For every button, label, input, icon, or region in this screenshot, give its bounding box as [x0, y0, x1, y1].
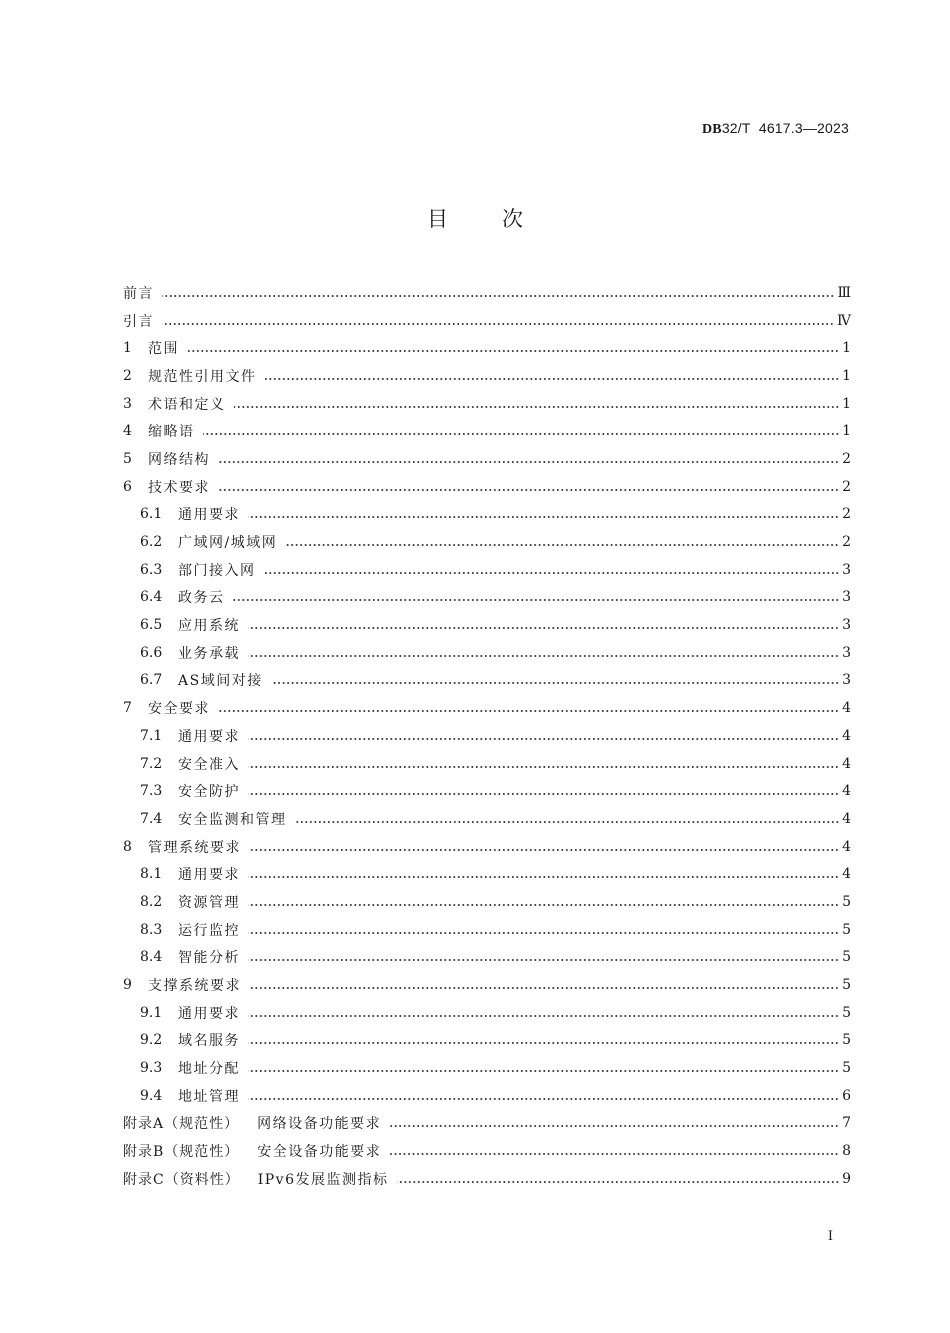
- dot-leader: [248, 931, 839, 935]
- dot-leader: [233, 598, 840, 602]
- dot-leader: [248, 875, 839, 879]
- toc-entry-label: 运行监控: [178, 922, 240, 939]
- toc-entry-label: 部门接入网: [178, 562, 256, 579]
- toc-entry-label: 业务承载: [178, 645, 240, 662]
- toc-entry[interactable]: [123, 777, 851, 805]
- toc-entry-page: 1: [842, 395, 851, 412]
- toc-entry-label: 地址管理: [178, 1088, 240, 1105]
- toc-entry-page: 9: [842, 1170, 851, 1187]
- toc-entry-number: 附录C（资料性）: [123, 1171, 240, 1188]
- toc-entry-label: 域名服务: [178, 1033, 240, 1050]
- toc-entry-label: 网络设备功能要求: [257, 1116, 382, 1133]
- toc-entry-page: 4: [842, 700, 851, 717]
- toc-entry-label: 安全设备功能要求: [257, 1144, 382, 1161]
- toc-entry-label: 安全准入: [178, 756, 240, 773]
- toc-entry-label: 应用系统: [178, 618, 240, 635]
- toc-entry[interactable]: [123, 390, 851, 418]
- dot-leader: [248, 765, 839, 769]
- toc-entry-number: 9.2: [140, 1032, 163, 1049]
- toc-entry-page: 6: [842, 1087, 851, 1104]
- toc-entry-page: 3: [842, 589, 851, 606]
- dot-leader: [218, 488, 839, 492]
- toc-entry-label: 网络结构: [148, 451, 210, 468]
- toc-entry-page: 2: [842, 534, 851, 551]
- toc-entry-page: 4: [842, 810, 851, 827]
- toc-entry-label: 前言: [123, 285, 154, 302]
- toc-entry-page: 4: [842, 866, 851, 883]
- toc-entry-label: 技术要求: [148, 479, 210, 496]
- toc-entry-label: 管理系统要求: [148, 839, 241, 856]
- toc-entry-number: 6.1: [140, 506, 163, 523]
- toc-entry-label: 通用要求: [178, 867, 240, 884]
- toc-entry[interactable]: [123, 805, 851, 833]
- dot-leader: [218, 460, 839, 464]
- toc-entry-label: 通用要求: [178, 507, 240, 524]
- toc-entry-label: 通用要求: [178, 728, 240, 745]
- toc-entry-number: 6.4: [140, 589, 163, 606]
- toc-entry-number: 8.1: [140, 866, 163, 883]
- toc-entry[interactable]: [123, 944, 851, 972]
- dot-leader: [389, 1152, 839, 1156]
- dot-leader: [249, 848, 839, 852]
- toc-entry-label: 规范性引用文件: [148, 368, 257, 385]
- toc-entry-page: 1: [842, 340, 851, 357]
- toc-entry-label: 缩略语: [148, 424, 195, 441]
- toc-entry-page: 5: [842, 1060, 851, 1077]
- toc-entry-number: 6.7: [140, 672, 163, 689]
- dot-leader: [265, 377, 840, 381]
- toc-entry-page: 8: [842, 1143, 851, 1160]
- toc-entry[interactable]: [123, 750, 851, 778]
- toc-entry-number: 5: [123, 450, 132, 467]
- toc-entry-label: 术语和定义: [148, 396, 226, 413]
- toc-entry-label: 范围: [148, 341, 179, 358]
- dot-leader: [264, 571, 840, 575]
- toc-entry[interactable]: [123, 999, 851, 1027]
- toc-entry[interactable]: [123, 639, 851, 667]
- toc-entry-number: 1: [123, 340, 132, 357]
- toc-entry-label: 安全防护: [178, 784, 240, 801]
- toc-entry-number: 附录B（规范性）: [123, 1144, 240, 1161]
- toc-entry-page: 2: [842, 450, 851, 467]
- toc-entry[interactable]: [123, 528, 851, 556]
- toc-entry-number: 7.4: [140, 810, 163, 827]
- toc-entry[interactable]: [123, 417, 851, 445]
- toc-entry-page: 5: [842, 1004, 851, 1021]
- toc-entry-page: 2: [842, 478, 851, 495]
- toc-entry-page: 5: [842, 977, 851, 994]
- toc-entry-page: 4: [842, 727, 851, 744]
- standard-code-prefix: DB: [701, 122, 722, 137]
- toc-entry-number: 9.3: [140, 1060, 163, 1077]
- toc-entry[interactable]: [123, 1082, 851, 1110]
- toc-entry-number: 4: [123, 423, 132, 440]
- toc-entry-page: 5: [842, 949, 851, 966]
- toc-entry[interactable]: [123, 334, 851, 362]
- toc-entry-label: 广域网/城域网: [178, 535, 278, 552]
- toc-entry-page: 2: [842, 506, 851, 523]
- toc-entry-number: 6.5: [140, 617, 163, 634]
- toc-entry-number: 8.2: [140, 893, 163, 910]
- toc-entry-label: 安全要求: [148, 701, 210, 718]
- standard-code-series: 32/T: [721, 120, 751, 136]
- dot-leader: [248, 1014, 839, 1018]
- toc-entry-label: 通用要求: [178, 1005, 240, 1022]
- table-of-contents: [123, 279, 851, 1193]
- toc-entry[interactable]: [123, 1137, 851, 1165]
- dot-leader: [389, 1124, 839, 1128]
- toc-entry-number: 6: [123, 478, 132, 495]
- toc-entry[interactable]: [123, 916, 851, 944]
- dot-leader: [234, 405, 840, 409]
- toc-entry-page: Ⅳ: [837, 312, 851, 329]
- dot-leader: [248, 1041, 839, 1045]
- dot-leader: [248, 515, 839, 519]
- dot-leader: [271, 681, 839, 685]
- toc-entry-page: 3: [842, 644, 851, 661]
- toc-entry[interactable]: [123, 279, 851, 307]
- toc-entry-number: 6.2: [140, 534, 163, 551]
- toc-entry[interactable]: [123, 501, 851, 529]
- toc-entry-number: 8: [123, 838, 132, 855]
- dot-leader: [218, 709, 839, 713]
- toc-entry-page: 3: [842, 672, 851, 689]
- toc-entry-page: 5: [842, 893, 851, 910]
- toc-entry[interactable]: [123, 362, 851, 390]
- toc-entry-label: 资源管理: [178, 894, 240, 911]
- toc-entry[interactable]: [123, 667, 851, 695]
- toc-entry-page: 3: [842, 561, 851, 578]
- toc-entry-number: 6.3: [140, 561, 163, 578]
- toc-entry-label: 智能分析: [178, 950, 240, 967]
- toc-entry-number: 7.2: [140, 755, 163, 772]
- toc-entry[interactable]: [123, 1165, 851, 1193]
- toc-entry-page: 7: [842, 1115, 851, 1132]
- standard-number: 4617.3—2023: [758, 120, 849, 136]
- toc-entry[interactable]: [123, 611, 851, 639]
- toc-entry[interactable]: [123, 694, 851, 722]
- toc-entry-number: 9.1: [140, 1004, 163, 1021]
- toc-entry-page: 4: [842, 783, 851, 800]
- toc-entry[interactable]: [123, 584, 851, 612]
- dot-leader: [248, 1097, 839, 1101]
- dot-leader: [285, 543, 839, 547]
- toc-entry-number: 8.3: [140, 921, 163, 938]
- toc-entry-number: 3: [123, 395, 132, 412]
- toc-entry-page: 4: [842, 755, 851, 772]
- dot-leader: [248, 792, 839, 796]
- dot-leader: [162, 322, 834, 326]
- toc-entry[interactable]: [123, 307, 851, 335]
- dot-leader: [295, 820, 840, 824]
- toc-entry[interactable]: [123, 860, 851, 888]
- toc-entry[interactable]: [123, 722, 851, 750]
- dot-leader: [203, 432, 840, 436]
- toc-entry-number: 7: [123, 700, 132, 717]
- toc-entry[interactable]: [123, 971, 851, 999]
- toc-entry[interactable]: [123, 1110, 851, 1138]
- page-title: 目次: [427, 207, 577, 231]
- toc-entry[interactable]: [123, 833, 851, 861]
- dot-leader: [248, 958, 839, 962]
- toc-entry-page: 3: [842, 617, 851, 634]
- dot-leader: [248, 737, 839, 741]
- toc-entry[interactable]: [123, 473, 851, 501]
- toc-entry-page: 4: [842, 838, 851, 855]
- toc-entry-number: 6.6: [140, 644, 163, 661]
- toc-entry-label: 地址分配: [178, 1061, 240, 1078]
- toc-entry-number: 7.1: [140, 727, 163, 744]
- toc-entry[interactable]: [123, 556, 851, 584]
- toc-entry-number: 8.4: [140, 949, 163, 966]
- toc-entry-page: 1: [842, 423, 851, 440]
- dot-leader: [248, 626, 839, 630]
- toc-entry-number: 附录A（规范性）: [123, 1116, 240, 1133]
- toc-entry-page: Ⅲ: [837, 284, 851, 301]
- toc-entry[interactable]: [123, 1054, 851, 1082]
- dot-leader: [187, 349, 839, 353]
- toc-entry-page: 5: [842, 1032, 851, 1049]
- standard-code: [702, 120, 849, 138]
- toc-entry-number: 9.4: [140, 1087, 163, 1104]
- toc-entry[interactable]: [123, 888, 851, 916]
- toc-entry-label: 支撑系统要求: [148, 978, 241, 995]
- toc-entry-label: AS域间对接: [178, 673, 263, 690]
- toc-entry[interactable]: [123, 445, 851, 473]
- dot-leader: [162, 294, 834, 298]
- dot-leader: [397, 1180, 840, 1184]
- toc-entry-label: 政务云: [178, 590, 225, 607]
- toc-entry-number: 2: [123, 367, 132, 384]
- dot-leader: [248, 654, 839, 658]
- toc-entry-label: IPv6发展监测指标: [257, 1171, 389, 1188]
- toc-entry-page: 1: [842, 367, 851, 384]
- toc-entry-page: 5: [842, 921, 851, 938]
- dot-leader: [249, 986, 839, 990]
- toc-entry-label: 安全监测和管理: [178, 811, 287, 828]
- toc-entry-label: 引言: [123, 313, 154, 330]
- toc-entry-number: 9: [123, 977, 132, 994]
- toc-entry-number: 7.3: [140, 783, 163, 800]
- toc-entry[interactable]: [123, 1027, 851, 1055]
- page-number: I: [827, 1229, 833, 1244]
- dot-leader: [248, 1069, 839, 1073]
- dot-leader: [248, 903, 839, 907]
